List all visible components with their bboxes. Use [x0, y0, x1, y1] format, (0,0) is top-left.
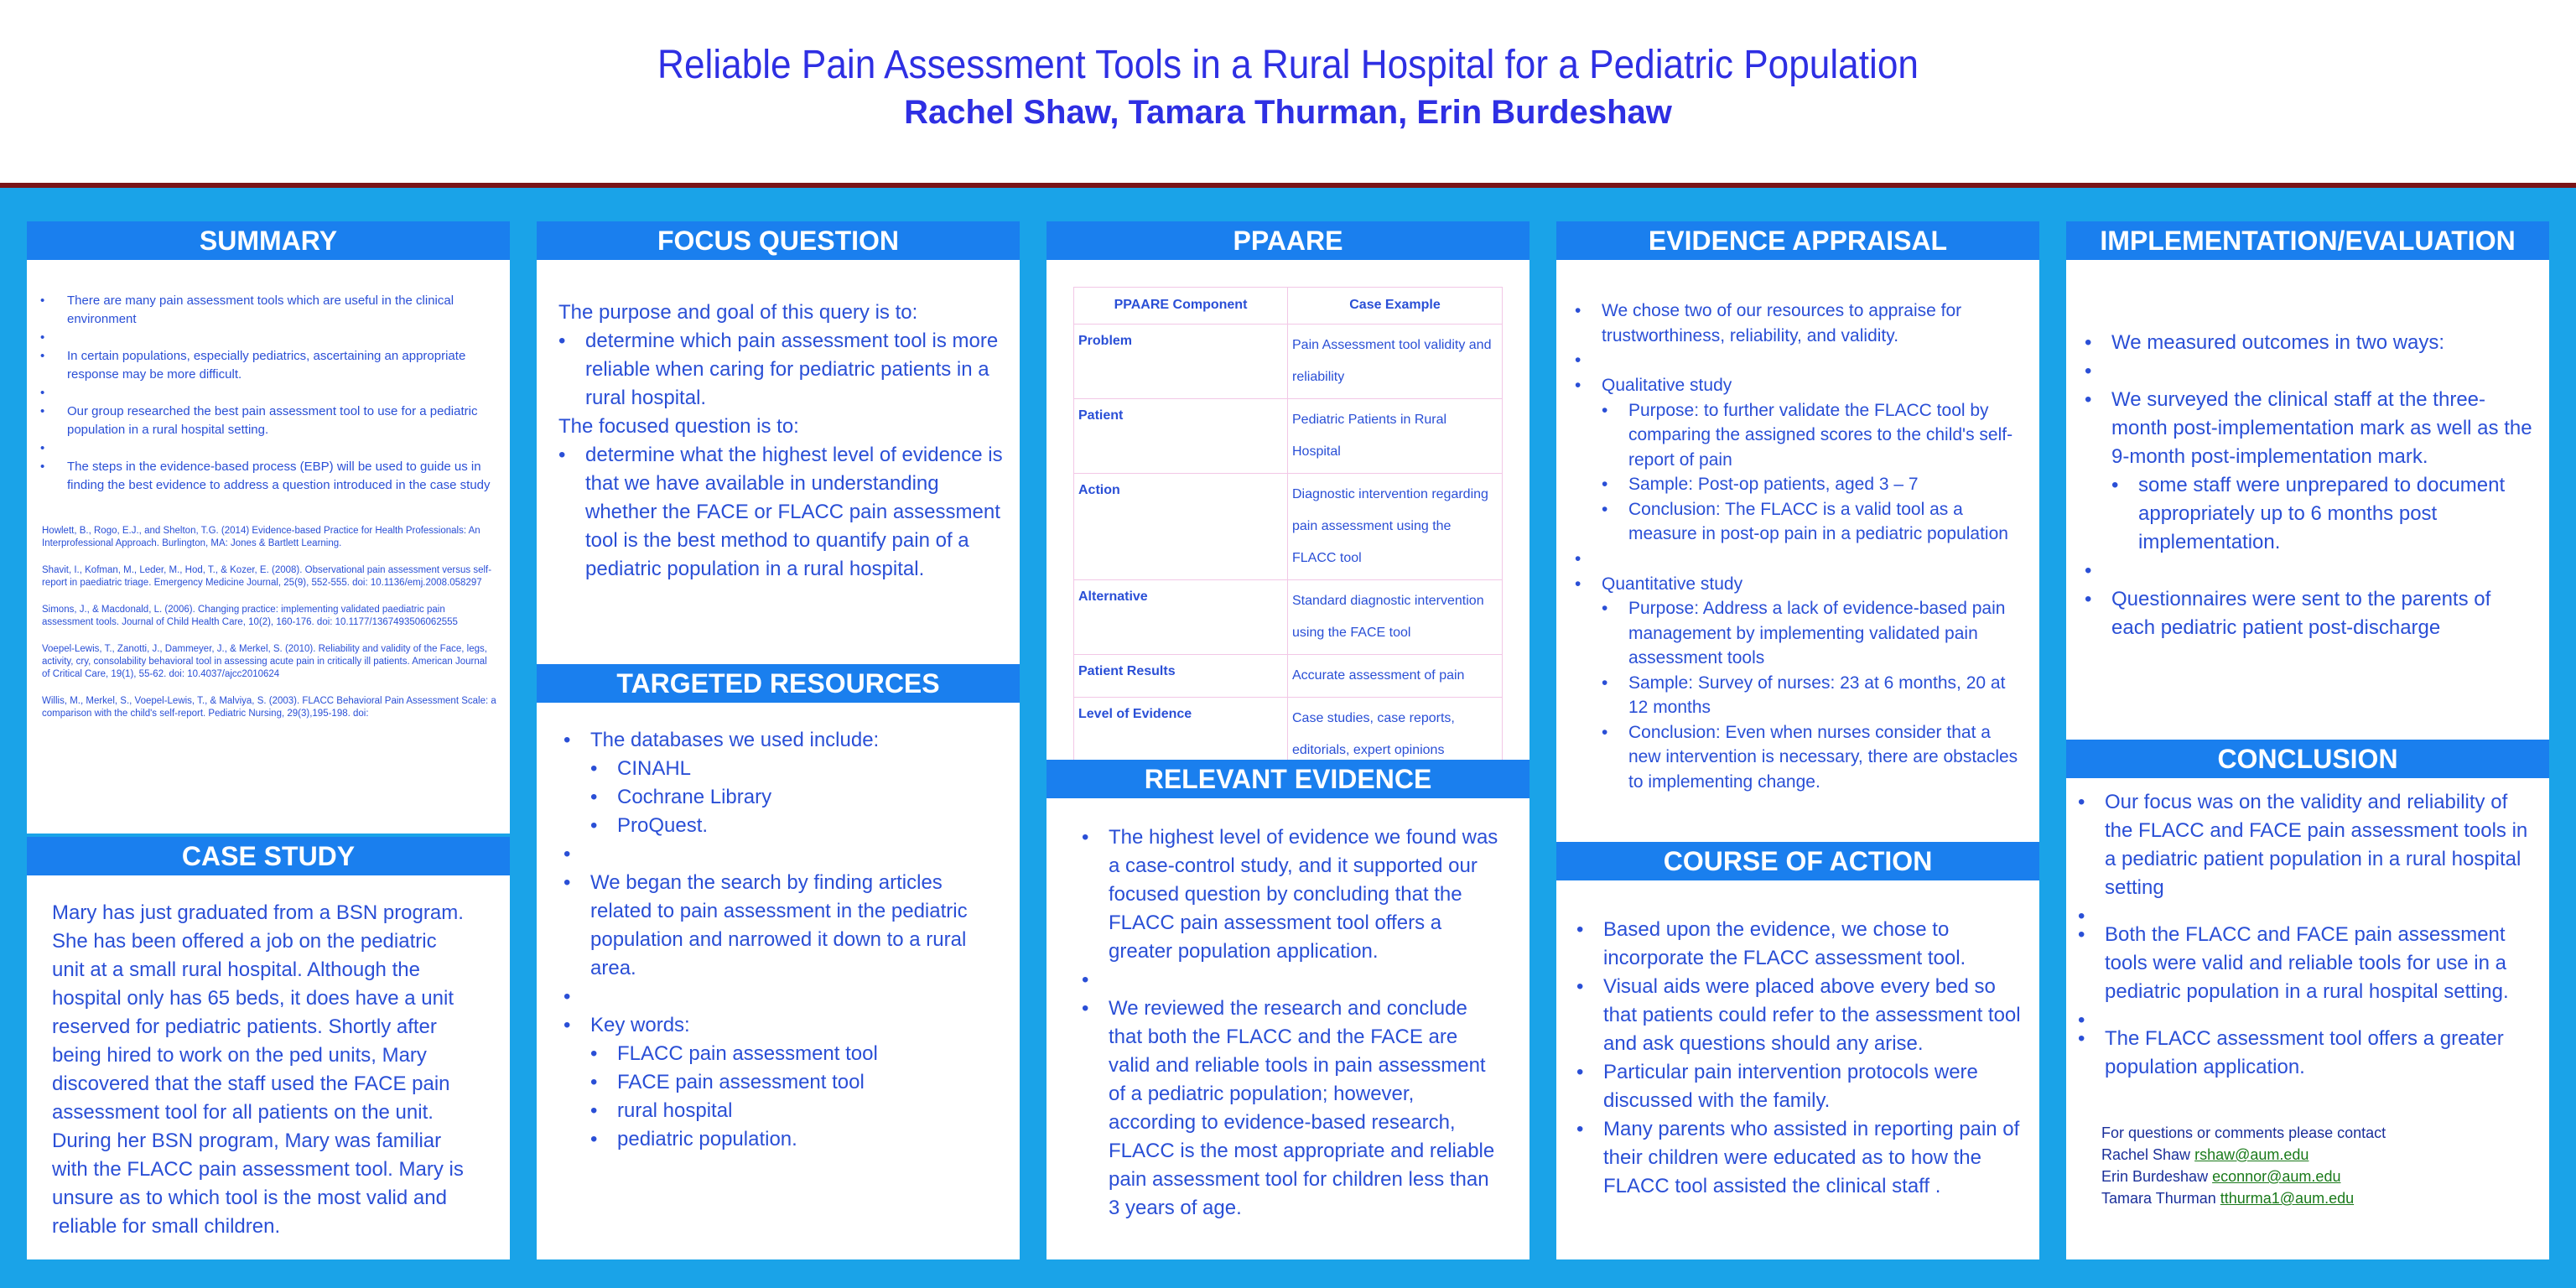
reference-item: Howlett, B., Rogo, E.J., and Shelton, T.G. (2014) Evidence-based Practice for Health Professionals: An Interprofessional Approach. Burlington, MA: Jones & Bartlett Learning.	[42, 526, 480, 548]
spacer	[1575, 348, 2028, 373]
ppaare-example: Pediatric Patients in Rural Hospital	[1288, 399, 1503, 474]
contact-intro: For questions or comments please contact	[2101, 1124, 2386, 1141]
spacer	[564, 840, 1000, 869]
course-of-action-text	[1576, 916, 2021, 1201]
keyword-item: • FLACC pain assessment tool	[590, 1040, 1000, 1068]
evidence-appraisal-text	[1575, 299, 2028, 794]
implementation-bullet: • We surveyed the clinical staff at the three-month post-implementation mark as well as the 9-month post-implementation mark.	[2085, 386, 2537, 471]
spacer	[40, 439, 493, 458]
ppaare-component: Level of Evidence	[1074, 698, 1288, 772]
implementation-heading: IMPLEMENTATION/EVALUATION	[2066, 221, 2549, 260]
ppaare-example: Accurate assessment of pain	[1288, 655, 1503, 698]
quantitative-item: • Sample: Survey of nurses: 23 at 6 months, 20 at 12 months	[1602, 671, 2028, 720]
ppaare-component: Patient Results	[1074, 655, 1288, 698]
course-of-action-heading: COURSE OF ACTION	[1556, 842, 2039, 880]
reference-item: Shavit, I., Kofman, M., Leder, M., Hod, T., & Kozer, E. (2008). Observational pain assessment versus self-report in paediatric triage. Emergency Medicine Journal, 25(9), 552-555. doi: 10.1136/emj.2008.058297	[42, 565, 492, 588]
references-list	[42, 525, 496, 735]
ppaare-header-row	[1074, 288, 1503, 325]
action-bullet: • Visual aids were placed above every bed so that patients could refer to the assessment tool and ask questions should any arise.	[1576, 973, 2021, 1058]
poster-title: Reliable Pain Assessment Tools in a Rural Hospital for a Pediatric Population	[657, 43, 1919, 87]
implementation-bullet: • We measured outcomes in two ways:	[2085, 329, 2537, 357]
spacer	[2078, 902, 2537, 921]
summary-bullet: • There are many pain assessment tools which are useful in the clinical environment	[40, 292, 493, 329]
action-bullet: • Particular pain intervention protocols were discussed with the family.	[1576, 1058, 2021, 1115]
database-item: • Cochrane Library	[590, 783, 1000, 812]
appraisal-bullet: • Qualitative study	[1575, 373, 2028, 398]
database-item: • CINAHL	[590, 755, 1000, 783]
targeted-resources-text	[564, 726, 1000, 1154]
spacer	[1575, 547, 2028, 572]
summary-text	[40, 292, 493, 495]
relevant-evidence-heading: RELEVANT EVIDENCE	[1046, 760, 1530, 798]
table-row	[1074, 325, 1503, 399]
keyword-item: • pediatric population.	[590, 1125, 1000, 1154]
ppaare-example: Standard diagnostic intervention using the FACE tool	[1288, 580, 1503, 655]
spacer	[564, 983, 1000, 1011]
table-row	[1074, 474, 1503, 580]
implementation-text	[2085, 329, 2537, 642]
evidence-bullet: • The highest level of evidence we found was a case-control study, and it supported our focused question by concluding that the FLACC pain assessment tool offers a greater population application.	[1082, 823, 1501, 966]
database-item: • ProQuest.	[590, 812, 1000, 840]
table-row	[1074, 399, 1503, 474]
conclusion-bullet: • The FLACC assessment tool offers a greater population application.	[2078, 1025, 2537, 1082]
appraisal-bullet: • Quantitative study	[1575, 572, 2028, 597]
keyword-item: • FACE pain assessment tool	[590, 1068, 1000, 1097]
spacer	[40, 384, 493, 402]
qualitative-item: • Sample: Post-op patients, aged 3 – 7	[1602, 472, 2028, 497]
ppaare-heading: PPAARE	[1046, 221, 1530, 260]
ppaare-example: Pain Assessment tool validity and reliability	[1288, 325, 1503, 399]
action-bullet: • Based upon the evidence, we chose to incorporate the FLACC assessment tool.	[1576, 916, 2021, 973]
resources-bullet: • The databases we used include:	[564, 726, 1000, 755]
contact-name: Rachel Shaw	[2101, 1146, 2191, 1163]
resources-bullet: • Key words:	[564, 1011, 1000, 1040]
qualitative-item: • Purpose: to further validate the FLACC tool by comparing the assigned scores to the child's self-report of pain	[1602, 398, 2028, 473]
action-bullet: • Many parents who assisted in reporting pain of their children were educated as to how the FLACC tool assisted the clinical staff .	[1576, 1115, 2021, 1201]
appraisal-bullet: • We chose two of our resources to appraise for trustworthiness, reliability, and validity.	[1575, 299, 2028, 348]
spacer	[2085, 357, 2537, 386]
contact-line	[2101, 1144, 2521, 1166]
ppaare-component: Patient	[1074, 399, 1288, 474]
focus-bullet: • determine which pain assessment tool is more reliable when caring for pediatric patients in a rural hospital.	[558, 327, 1003, 413]
relevant-evidence-text	[1082, 823, 1501, 1223]
reference-item: Simons, J., & Macdonald, L. (2006). Changing practice: implementing validated paediatric pain assessment tools. Journal of Child Health Care, 10(2), 160-176. doi: 10.1177/1367493506062555	[42, 605, 458, 627]
case-study-text: Mary has just graduated from a BSN program. She has been offered a job on the pediatric unit at a small rural hospital. Although the hospital only has 65 beds, it does have a unit reserved for pediatric patients. Shortly after being hired to work on the ped units, Mary discovered that the staff used the FACE pain assessment tool for all patients on the unit. During her BSN program, Mary was familiar with the FLACC pain assessment tool. Mary is unsure as to which tool is the most valid and reliable for small children.	[52, 901, 464, 1238]
conclusion-heading: CONCLUSION	[2066, 740, 2549, 778]
contact-name: Tamara Thurman	[2101, 1190, 2216, 1207]
ppaare-table	[1073, 287, 1503, 772]
conclusion-bullet: • Both the FLACC and FACE pain assessment tools were valid and reliable tools for use in a pediatric population in a rural hospital setting.	[2078, 921, 2537, 1006]
summary-heading: SUMMARY	[27, 221, 510, 260]
summary-bullet: • In certain populations, especially pediatrics, ascertaining an appropriate response may be more difficult.	[40, 347, 493, 384]
contact-email-link[interactable]: tthurma1@aum.edu	[2220, 1190, 2355, 1207]
qualitative-item: • Conclusion: The FLACC is a valid tool as a measure in post-op pain in a pediatric population	[1602, 497, 2028, 547]
focus-bullet: • determine what the highest level of evidence is that we have available in understanding whether the FACE or FLACC pain assessment tool is the best method to quantify pain of a pediatric population in a rural hospital.	[558, 441, 1003, 584]
ppaare-component: Alternative	[1074, 580, 1288, 655]
implementation-bullet: • Questionnaires were sent to the parents of each pediatric patient post-discharge	[2085, 585, 2537, 642]
case-study-heading: CASE STUDY	[27, 837, 510, 875]
ppaare-component: Action	[1074, 474, 1288, 580]
reference-item: Voepel-Lewis, T., Zanotti, J., Dammeyer, J., & Merkel, S. (2010). Reliability and validity of the Face, legs, activity, cry, consolability behavioral tool in assessing acute pain in critically ill patients. American Journal of Critical Care, 19(1), 55-62. doi: 10.4037/ajcc2010624	[42, 644, 487, 679]
ppaare-col-header: PPAARE Component	[1074, 288, 1288, 325]
contact-email-link[interactable]: econnor@aum.edu	[2212, 1168, 2341, 1185]
quantitative-item: • Purpose: Address a lack of evidence-based pain management by implementing validated pain assessment tools	[1602, 596, 2028, 671]
contact-line	[2101, 1187, 2521, 1209]
reference-item: Willis, M., Merkel, S., Voepel-Lewis, T., & Malviya, S. (2003). FLACC Behavioral Pain Assessment Scale: a comparison with the child's self-report. Pediatric Nursing, 29(3),195-198. doi:	[42, 696, 496, 719]
resources-bullet: • We began the search by finding articles related to pain assessment in the pediatric population and narrowed it down to a rural area.	[564, 869, 1000, 983]
focus-intro: The purpose and goal of this query is to:	[558, 301, 918, 324]
quantitative-item: • Conclusion: Even when nurses consider that a new intervention is necessary, there are obstacles to implementing change.	[1602, 720, 2028, 795]
ppaare-col-header: Case Example	[1288, 288, 1503, 325]
spacer	[2078, 1006, 2537, 1025]
ppaare-example: Case studies, case reports, editorials, expert opinions	[1288, 698, 1503, 772]
table-row	[1074, 580, 1503, 655]
evidence-bullet: • We reviewed the research and conclude that both the FLACC and the FACE are valid and reliable tools in pain assessment of a pediatric population; however, according to evidence-based research, FLACC is the most appropriate and reliable pain assessment tool for children less than 3 years of age.	[1082, 995, 1501, 1223]
ppaare-example: Diagnostic intervention regarding pain assessment using the FLACC tool	[1288, 474, 1503, 580]
keyword-item: • rural hospital	[590, 1097, 1000, 1125]
contact-email-link[interactable]: rshaw@aum.edu	[2194, 1146, 2309, 1163]
conclusion-text	[2078, 788, 2537, 1082]
ppaare-component: Problem	[1074, 325, 1288, 399]
focus-question-heading: FOCUS QUESTION	[537, 221, 1020, 260]
targeted-resources-heading: TARGETED RESOURCES	[537, 664, 1020, 703]
focus-question-text	[558, 299, 1003, 584]
contact-block	[2101, 1122, 2521, 1209]
poster-header	[0, 0, 2576, 188]
spacer	[40, 329, 493, 347]
implementation-subbullet: • some staff were unprepared to document appropriately up to 6 months post implementation.	[2111, 471, 2537, 557]
poster-authors: Rachel Shaw, Tamara Thurman, Erin Burdeshaw	[904, 94, 1672, 131]
spacer	[1082, 966, 1501, 995]
conclusion-bullet: • Our focus was on the validity and reliability of the FLACC and FACE pain assessment tools in a pediatric patient population in a rural hospital setting	[2078, 788, 2537, 902]
evidence-appraisal-heading: EVIDENCE APPRAISAL	[1556, 221, 2039, 260]
table-row	[1074, 655, 1503, 698]
focus-intro: The focused question is to:	[558, 415, 799, 438]
summary-bullet: • The steps in the evidence-based process (EBP) will be used to guide us in finding the best evidence to address a question introduced in the case study	[40, 458, 493, 495]
contact-name: Erin Burdeshaw	[2101, 1168, 2209, 1185]
summary-bullet: • Our group researched the best pain assessment tool to use for a pediatric population in a rural hospital setting.	[40, 402, 493, 439]
spacer	[2085, 557, 2537, 585]
contact-line	[2101, 1166, 2521, 1187]
